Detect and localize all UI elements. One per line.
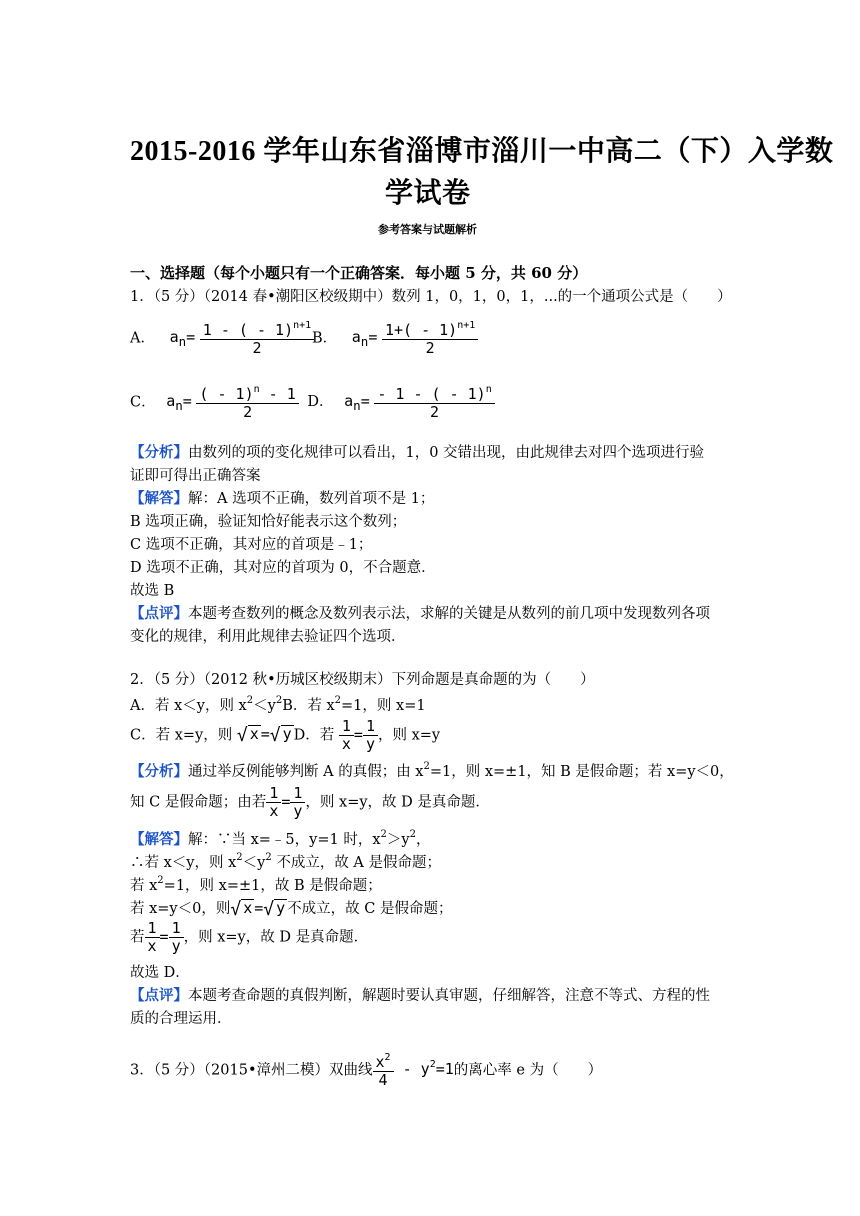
solution-text: 不成立，故 A 是假命题； (271, 855, 442, 871)
option-d-numerator: - 1 - ( - 1) (377, 385, 486, 403)
an-symbol: a (351, 328, 361, 347)
equals-one: =1 (435, 1060, 454, 1079)
opt-a-text: A．若 x＜y，则 x (130, 698, 247, 714)
option-d-fraction (374, 384, 494, 421)
analysis-text: 由数列的项的变化规律可以看出，1，0 交错出现，由此规律去对四个选项进行验 (188, 445, 705, 461)
sqrt-x: x (249, 725, 259, 744)
opt-c-text: C．若 x=y，则 (130, 727, 233, 744)
an-subscript: n (360, 334, 369, 350)
q2-solution-line5 (130, 920, 368, 955)
equals-sign: = (186, 328, 196, 347)
denominator: y (171, 936, 181, 955)
analysis-text-4: ，则 x=y，故 D 是真命题． (305, 794, 490, 811)
option-d-exponent: n (485, 384, 492, 395)
superscript: 2 (384, 1052, 391, 1063)
comment-text: 本题考查数列的概念及数列表示法，求解的关键是从数列的前几项中发现数列各项 (188, 606, 710, 622)
equals-sign: = (254, 899, 264, 917)
q2-analysis-line1 (130, 762, 734, 780)
sqrt-expression: √ x =√ y (230, 899, 286, 920)
option-b-exponent: n+1 (457, 320, 476, 331)
option-c-denominator: 2 (243, 402, 253, 421)
q2-solution-line1 (130, 830, 430, 848)
denominator: x (341, 734, 351, 753)
q2-analysis-line2 (130, 785, 490, 820)
an-subscript: n (175, 398, 183, 414)
opt-d-text: D．若 (293, 727, 335, 744)
numerator-x: x (375, 1053, 385, 1071)
numerator: 1 (169, 920, 184, 938)
page-subtitle: 参考答案与试题解析 (378, 223, 477, 236)
analysis-text: 通过举反例能够判断 A 的真假；由 x (188, 764, 424, 780)
fraction-1-over-x (266, 785, 281, 820)
solution-tag: 【解答】 (130, 490, 188, 507)
fraction-1-over-y (169, 920, 184, 955)
equals-sign: = (281, 792, 291, 811)
superscript: 2 (423, 761, 430, 772)
q1-solution-line5: 故选 B (130, 583, 175, 599)
an-symbol: a (166, 392, 176, 411)
comment-tag: 【点评】 (130, 605, 188, 622)
q2-solution-line6: 故选 D． (130, 965, 190, 981)
q2-comment-line2: 质的合理运用． (130, 1011, 232, 1027)
fraction-x2-over-4 (373, 1052, 394, 1089)
an-symbol: a (344, 392, 354, 411)
denominator: y (293, 801, 303, 820)
question-1-stem: 1．（5 分）（2014 春•潮阳区校级期中）数列 1，0，1，0，1，...的一个通项公式是（ ） (130, 289, 732, 305)
question-2-options-ab (130, 696, 426, 714)
analysis-text-2: =1，则 x=±1，知 B 是假命题；若 x=y＜0， (429, 764, 734, 780)
numerator: 1 (339, 718, 354, 736)
page-title-line2: 学试卷 (385, 178, 471, 209)
solution-text: 不成立，故 C 是假命题； (287, 901, 453, 917)
opt-b-text: B．若 x (282, 698, 335, 714)
superscript: 2 (429, 1059, 436, 1071)
comment-text: 本题考查命题的真假判断，解题时要认真审题，仔细解答，注意不等式、方程的性 (188, 988, 710, 1004)
denominator: 4 (378, 1070, 388, 1089)
question-1-option-b (312, 320, 478, 357)
equals-sign: = (159, 927, 169, 946)
solution-text: ＞y (386, 832, 410, 848)
q2-comment-line1 (130, 989, 710, 1004)
option-b-denominator: 2 (425, 338, 435, 357)
option-b-numerator: 1+( - 1) (384, 321, 458, 339)
solution-text: =1，则 x=±1，故 B 是假命题； (163, 878, 382, 894)
fraction-1-over-x (145, 920, 160, 955)
option-a-fraction (200, 320, 314, 357)
option-a-label: A． (130, 330, 155, 347)
analysis-text-3: 知 C 是假命题；由若 (130, 794, 267, 811)
superscript: 2 (380, 829, 387, 840)
sqrt-expression: √ x =√ y (236, 725, 292, 747)
option-d-denominator: 2 (430, 402, 440, 421)
option-d-label: D． (307, 394, 334, 411)
denominator: x (269, 801, 279, 820)
superscript: 2 (265, 852, 272, 863)
stem-text-2: 的离心率 e 为（ ） (453, 1062, 603, 1079)
minus-y: - y (393, 1060, 430, 1079)
equals-sign: = (260, 725, 270, 744)
option-c-label: C． (130, 394, 156, 411)
equals-sign: = (182, 392, 192, 411)
option-c-numerator: ( - 1) (199, 385, 254, 403)
solution-text: ∴若 x＜y，则 x (130, 855, 237, 871)
sqrt-y: y (276, 899, 286, 917)
solution-text: ， (415, 832, 431, 848)
fraction-1-over-x (339, 718, 354, 753)
an-subscript: n (353, 398, 361, 414)
an-subscript: n (178, 334, 187, 350)
numerator: 1 (145, 920, 160, 938)
fraction-1-over-y (290, 785, 305, 820)
comment-tag: 【点评】 (130, 987, 188, 1004)
option-a-numerator: 1 - ( - 1) (202, 321, 294, 339)
question-1-option-c (130, 384, 495, 421)
q1-solution-line3: C 选项不正确，其对应的首项是﹣1； (130, 537, 373, 553)
numerator: 1 (290, 785, 305, 803)
option-c-fraction (196, 384, 298, 421)
solution-text: 若 x=y＜0，则 (130, 901, 231, 917)
stem-text: 3．（5 分）（2015•漳州二模）双曲线 (130, 1062, 373, 1079)
equals-sign: = (368, 328, 378, 347)
q2-solution-line2 (130, 853, 441, 871)
solution-text: 解：A 选项不正确，数列首项不是 1； (188, 491, 435, 507)
equals-sign: = (360, 392, 370, 411)
solution-text: ＜y (242, 855, 266, 871)
superscript: 2 (409, 829, 416, 840)
analysis-tag: 【分析】 (130, 444, 188, 461)
superscript: 2 (157, 875, 164, 886)
q1-solution-line1 (130, 492, 434, 507)
q1-comment-line2: 变化的规律，利用此规律去验证四个选项． (130, 629, 406, 645)
superscript: 2 (246, 695, 254, 706)
sqrt-y: y (282, 725, 292, 744)
solution-text: 若 (130, 929, 145, 946)
equals-sign: = (353, 725, 363, 744)
sqrt-x: x (243, 899, 253, 917)
superscript: 2 (275, 695, 283, 706)
question-2-options-cd (130, 718, 440, 753)
question-3-stem (130, 1052, 602, 1089)
fraction-1-over-y (363, 718, 378, 753)
solution-text: 解：∵当 x=﹣5，y=1 时，x (188, 832, 381, 848)
q1-solution-line2: B 选项正确，验证知恰好能表示这个数列； (130, 514, 407, 530)
opt-b-text-2: =1，则 x=1 (341, 698, 426, 714)
section-heading: 一、选择题（每个小题只有一个正确答案．每小题 5 分，共 60 分） (130, 264, 588, 282)
q1-comment-line1 (130, 607, 710, 622)
superscript: 2 (334, 695, 342, 706)
q1-solution-line4: D 选项不正确，其对应的首项为 0，不合题意． (130, 560, 436, 576)
question-1-option-a (130, 320, 314, 357)
solution-text: 若 x (130, 878, 158, 894)
option-b-label: B． (312, 330, 338, 347)
superscript: 2 (236, 852, 243, 863)
denominator: y (365, 734, 375, 753)
option-a-denominator: 2 (252, 338, 262, 357)
opt-d-text-2: ，则 x=y (377, 727, 441, 744)
q1-analysis-line2: 证即可得出正确答案 (130, 468, 261, 484)
opt-a-text-2: ＜y (253, 698, 276, 714)
q2-solution-line4 (130, 897, 452, 920)
option-b-fraction (382, 320, 478, 357)
solution-text: ，则 x=y，故 D 是真命题． (183, 929, 369, 946)
option-c-exponent: n (253, 384, 260, 395)
q1-analysis-line1 (130, 446, 704, 461)
solution-tag: 【解答】 (130, 831, 188, 848)
option-a-exponent: n+1 (293, 320, 312, 331)
numerator: 1 (266, 785, 281, 803)
denominator: x (147, 936, 157, 955)
numerator: 1 (363, 718, 378, 736)
analysis-tag: 【分析】 (130, 763, 188, 780)
page-title: 2015-2016 学年山东省淄博市淄川一中高二（下）入学数 (130, 136, 834, 167)
option-c-tail: - 1 (259, 385, 296, 403)
q2-solution-line3 (130, 876, 382, 894)
an-symbol: a (169, 328, 179, 347)
question-2-stem: 2．（5 分）（2012 秋•历城区校级期末）下列命题是真命题的为（ ） (130, 672, 595, 688)
